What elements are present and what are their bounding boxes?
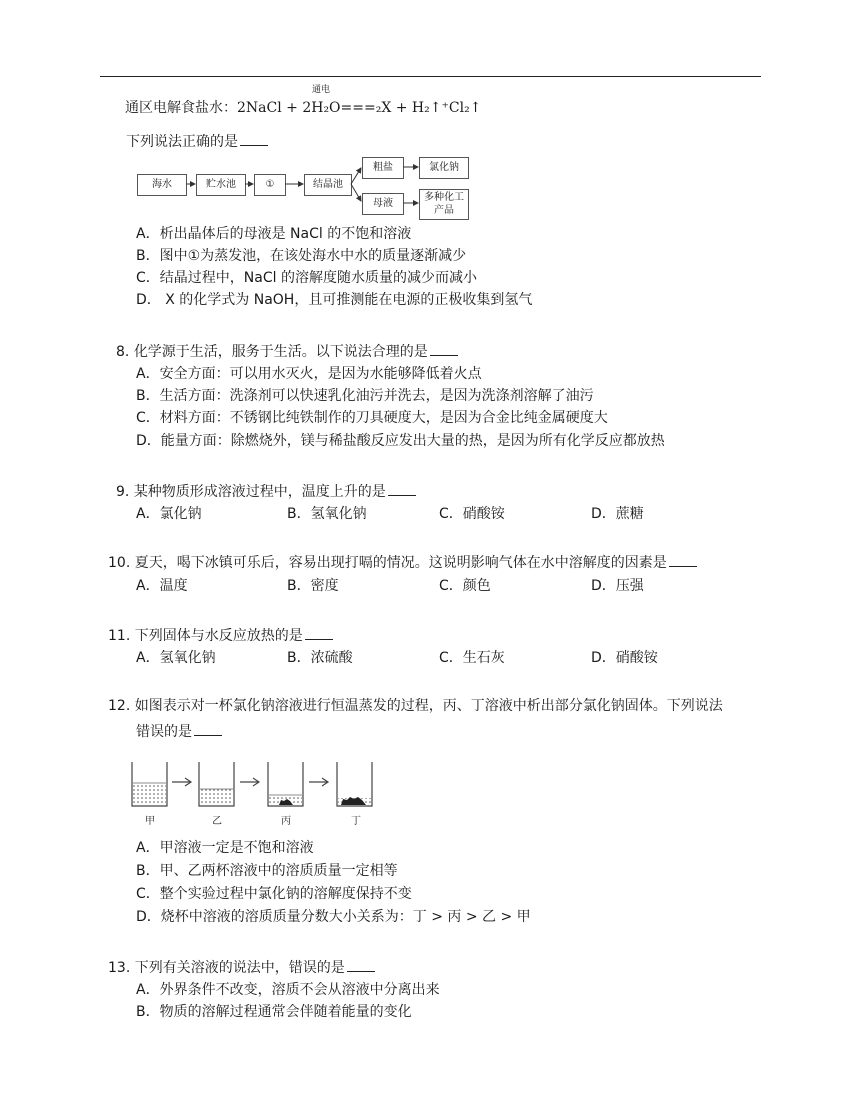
q9-option-b[interactable]: B．氢氧化钠 bbox=[287, 506, 367, 522]
q12-number: 12. bbox=[108, 698, 131, 714]
answer-blank[interactable] bbox=[347, 957, 375, 972]
q10-option-a[interactable]: A．温度 bbox=[136, 578, 188, 594]
q12-option-a[interactable]: A．甲溶液一定是不饱和溶液 bbox=[136, 840, 314, 856]
beaker-bing bbox=[268, 762, 303, 806]
q13-stem bbox=[108, 957, 375, 978]
q13-number: 13. bbox=[108, 960, 131, 976]
flow-step-1: ① bbox=[254, 174, 286, 196]
q11-stem-text: 下列固体与水反应放热的是 bbox=[134, 628, 303, 644]
q12-stem-text-1: 如图表示对一杯氯化钠溶液进行恒温蒸发的过程，丙、丁溶液中析出部分氯化钠固体。下列说法 bbox=[134, 698, 723, 714]
beaker-jia bbox=[132, 762, 167, 806]
q11-option-b[interactable]: B．浓硫酸 bbox=[287, 650, 353, 666]
q8-option-b[interactable]: B．生活方面：洗涤剂可以快速乳化油污并洗去，是因为洗涤剂溶解了油污 bbox=[136, 388, 594, 404]
q9-option-a[interactable]: A．氯化钠 bbox=[136, 506, 202, 522]
q12-option-d[interactable]: D．烧杯中溶液的溶质质量分数大小关系为：丁 > 丙 > 乙 > 甲 bbox=[136, 909, 531, 925]
q10-number: 10. bbox=[108, 555, 131, 571]
flow-mother-liquor: 母液 bbox=[362, 193, 404, 215]
flow-crude-salt: 粗盐 bbox=[362, 157, 404, 179]
q7-option-b[interactable]: B．图中①为蒸发池，在该处海水中水的质量逐渐减少 bbox=[136, 248, 467, 264]
reaction-condition: 通电 bbox=[312, 85, 331, 95]
q10-option-b[interactable]: B．密度 bbox=[287, 578, 339, 594]
q10-option-d[interactable]: D．压强 bbox=[591, 578, 644, 594]
flow-products: 多种化工产品 bbox=[419, 189, 469, 220]
flow-nacl: 氯化钠 bbox=[419, 157, 469, 179]
beaker-yi bbox=[199, 762, 234, 806]
q8-option-a[interactable]: A．安全方面：可以用水灭火，是因为水能够降低着火点 bbox=[136, 366, 482, 382]
q9-stem-text: 某种物质形成溶液过程中，温度上升的是 bbox=[133, 484, 386, 500]
q7-option-c[interactable]: C．结晶过程中，NaCl 的溶解度随水质量的减少而减小 bbox=[136, 270, 477, 286]
beaker-label-jia: 甲 bbox=[145, 816, 155, 827]
q9-number: 9. bbox=[116, 484, 130, 500]
q13-option-b[interactable]: B．物质的溶解过程通常会伴随着能量的变化 bbox=[136, 1004, 412, 1020]
q11-option-c[interactable]: C．生石灰 bbox=[439, 650, 505, 666]
q8-option-c[interactable]: C．材料方面：不锈钢比纯铁制作的刀具硬度大，是因为合金比纯金属硬度大 bbox=[136, 410, 608, 426]
q10-stem-text: 夏天，喝下冰镇可乐后，容易出现打嗝的情况。这说明影响气体在水中溶解度的因素是 bbox=[134, 555, 667, 571]
q9-option-d[interactable]: D．蔗糖 bbox=[591, 506, 644, 522]
beaker-label-ding: 丁 bbox=[351, 816, 361, 827]
q7-stem-text: 下列说法正确的是 bbox=[126, 134, 238, 150]
q12-stem-text-2: 错误的是 bbox=[136, 724, 192, 740]
q10-option-c[interactable]: C．颜色 bbox=[439, 578, 491, 594]
equation-body: 2NaCl + 2H₂O===₂X + H₂↑⁺Cl₂↑ bbox=[237, 100, 482, 116]
q12-option-c[interactable]: C．整个实验过程中氯化钠的溶解度保持不变 bbox=[136, 886, 412, 902]
q11-number: 11. bbox=[108, 628, 131, 644]
beaker-label-bing: 丙 bbox=[281, 816, 291, 827]
q7-option-a[interactable]: A．析出晶体后的母液是 NaCl 的不饱和溶液 bbox=[136, 226, 412, 242]
q9-option-c[interactable]: C．硝酸铵 bbox=[439, 506, 505, 522]
q8-stem-text: 化学源于生活，服务于生活。以下说法合理的是 bbox=[133, 344, 428, 360]
beaker-ding bbox=[337, 762, 372, 806]
q8-number: 8. bbox=[116, 344, 130, 360]
q8-option-d[interactable]: D．能量方面：除燃烧外，镁与稀盐酸反应发出大量的热，是因为所有化学反应都放热 bbox=[136, 433, 665, 449]
q13-stem-text: 下列有关溶液的说法中，错误的是 bbox=[134, 960, 345, 976]
flow-storage: 贮水池 bbox=[196, 174, 246, 196]
q11-option-d[interactable]: D．硝酸铵 bbox=[591, 650, 658, 666]
flow-crystal: 结晶池 bbox=[304, 174, 352, 196]
q7-option-d[interactable]: D． X 的化学式为 NaOH，且可推测能在电源的正极收集到氢气 bbox=[136, 292, 533, 308]
flow-seawater: 海水 bbox=[137, 174, 187, 196]
equation-prefix: 通区电解食盐水： bbox=[125, 100, 237, 116]
q12-option-b[interactable]: B．甲、乙两杯溶液中的溶质质量一定相等 bbox=[136, 863, 398, 879]
q11-option-a[interactable]: A．氢氧化钠 bbox=[136, 650, 216, 666]
q13-option-a[interactable]: A．外界条件不改变，溶质不会从溶液中分离出来 bbox=[136, 982, 440, 998]
beaker-label-yi: 乙 bbox=[212, 816, 222, 827]
